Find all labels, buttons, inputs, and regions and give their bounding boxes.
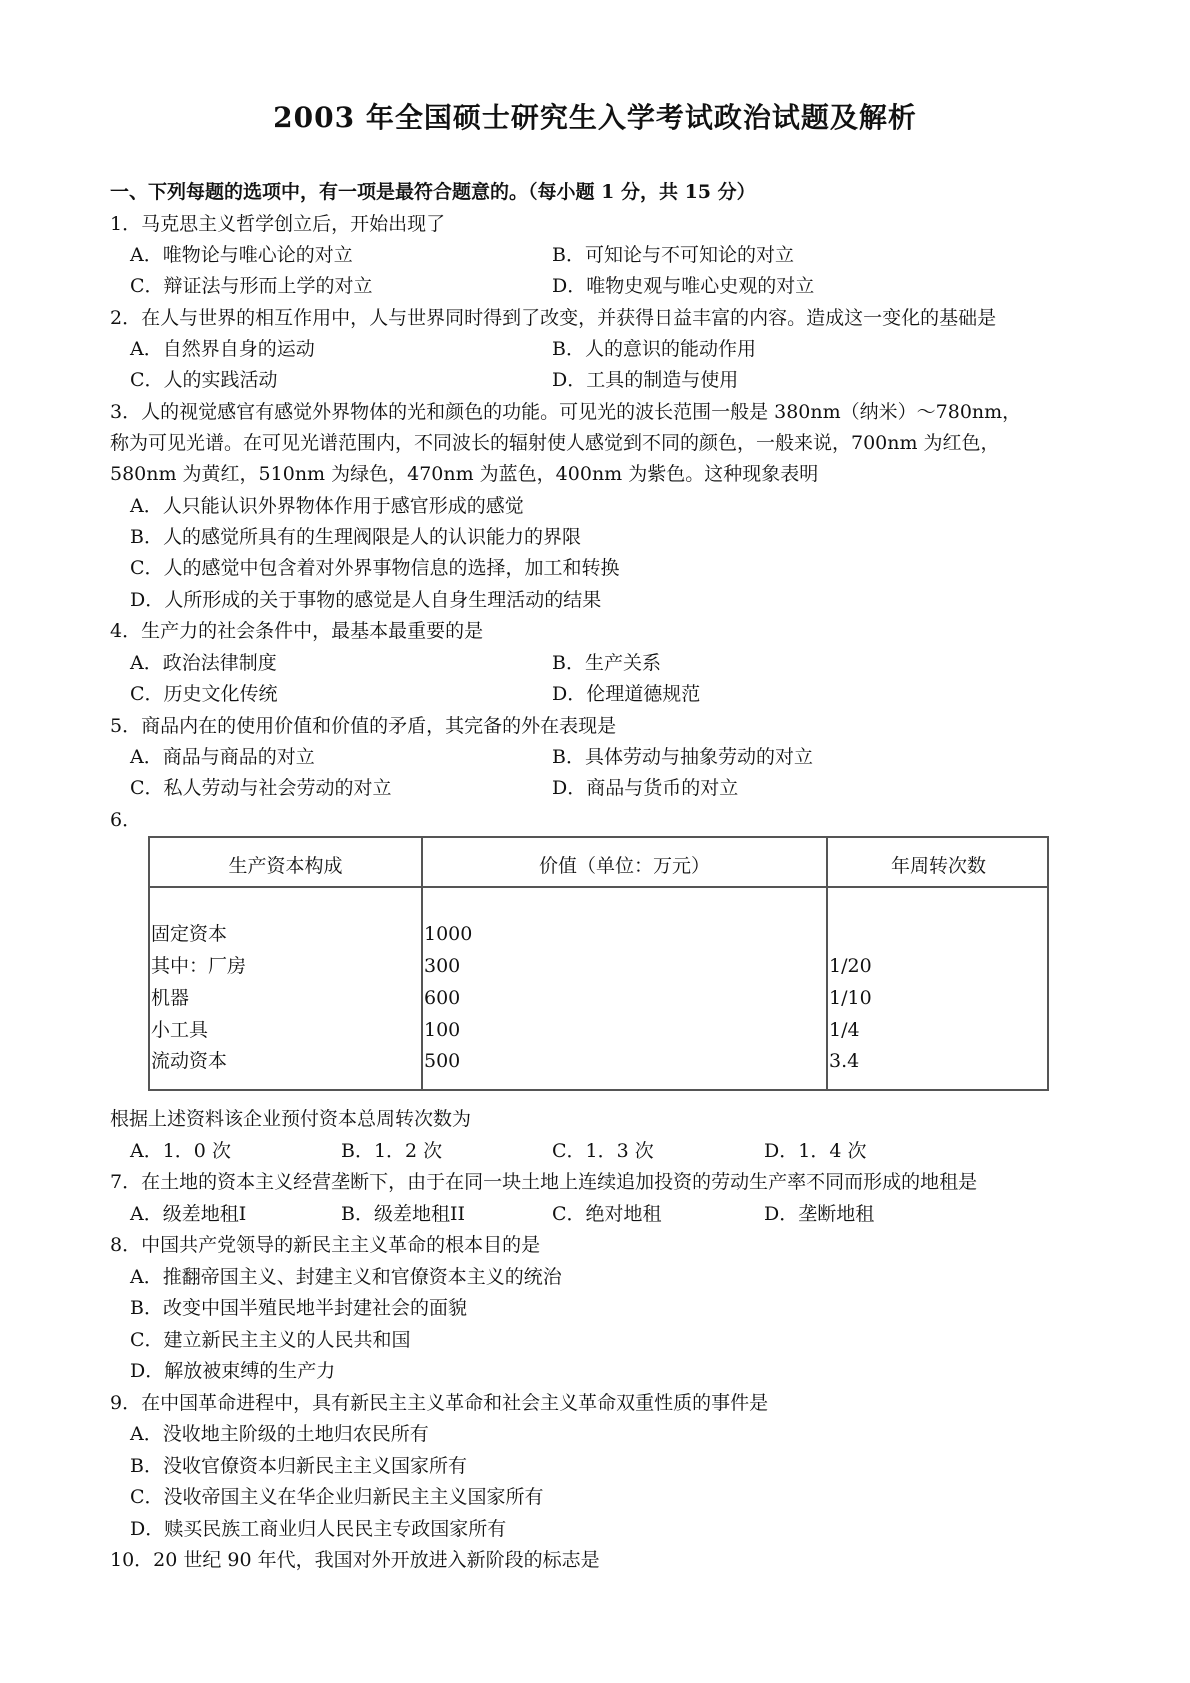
page-title: 2003 年全国硕士研究生入学考试政治试题及解析 [273, 101, 917, 134]
table-cell: 1/4 [829, 1019, 860, 1041]
capital-composition-table [148, 836, 1049, 1091]
question-1-stem: 1．马克思主义哲学创立后，开始出现了 [110, 213, 446, 235]
question-7-option-b: B．级差地租II [341, 1203, 465, 1225]
question-7-option-d: D．垄断地租 [764, 1203, 875, 1225]
table-cell: 固定资本 [151, 923, 228, 945]
question-4-stem: 4．生产力的社会条件中，最基本最重要的是 [110, 620, 484, 642]
question-2-option-b: B．人的意识的能动作用 [552, 338, 756, 360]
question-3-stem-line-1: 3．人的视觉感官有感觉外界物体的光和颜色的功能。可见光的波长范围一般是 380nm（纳米）～780nm， [110, 401, 1022, 423]
question-8-stem: 8．中国共产党领导的新民主主义革命的根本目的是 [110, 1234, 541, 1256]
table-header-composition: 生产资本构成 [228, 855, 343, 877]
table-cell: 流动资本 [151, 1050, 228, 1072]
question-4-option-c: C．历史文化传统 [130, 683, 278, 705]
question-5-option-b: B．具体劳动与抽象劳动的对立 [552, 746, 813, 768]
question-3-option-d: D．人所形成的关于事物的感觉是人自身生理活动的结果 [130, 589, 602, 611]
question-4-option-d: D．伦理道德规范 [552, 683, 701, 705]
question-3-option-b: B．人的感觉所具有的生理阀限是人的认识能力的界限 [130, 526, 581, 548]
question-3-stem-line-2: 称为可见光谱。在可见光谱范围内，不同波长的辐射使人感觉到不同的颜色，一般来说，700nm 为红色， [110, 432, 1000, 454]
question-7-option-c: C．绝对地租 [552, 1203, 662, 1225]
question-6-number: 6． [110, 809, 142, 831]
question-3-stem-line-3: 580nm 为黄红，510nm 为绿色，470nm 为蓝色，400nm 为紫色。这种现象表明 [110, 463, 819, 485]
table-cell: 小工具 [151, 1019, 209, 1041]
question-1-option-c: C．辩证法与形而上学的对立 [130, 275, 373, 297]
question-1-option-b: B．可知论与不可知论的对立 [552, 244, 794, 266]
question-9-option-c: C．没收帝国主义在华企业归新民主主义国家所有 [130, 1486, 544, 1508]
question-6-option-b: B．1．2 次 [341, 1140, 443, 1162]
question-9-stem: 9．在中国革命进程中，具有新民主主义革命和社会主义革命双重性质的事件是 [110, 1392, 769, 1414]
question-6-option-c: C．1．3 次 [552, 1140, 654, 1162]
question-4-option-a: A．政治法律制度 [130, 652, 277, 674]
question-9-option-a: A．没收地主阶级的土地归农民所有 [130, 1423, 429, 1445]
table-cell: 3.4 [829, 1050, 860, 1072]
section-heading: 一、下列每题的选项中，有一项是最符合题意的。（每小题 1 分，共 15 分） [110, 181, 756, 203]
question-7-option-a: A．级差地租I [130, 1203, 247, 1225]
table-cell: 100 [424, 1019, 461, 1041]
question-9-option-d: D．赎买民族工商业归人民民主专政国家所有 [130, 1518, 507, 1540]
table-cell: 1/20 [829, 955, 872, 977]
table-cell: 1000 [424, 923, 473, 945]
question-5-option-d: D．商品与货币的对立 [552, 777, 739, 799]
question-2-option-d: D．工具的制造与使用 [552, 369, 739, 391]
table-cell: 600 [424, 987, 461, 1009]
question-3-option-a: A．人只能认识外界物体作用于感官形成的感觉 [130, 495, 524, 517]
question-6-option-d: D．1．4 次 [764, 1140, 867, 1162]
table-cell: 500 [424, 1050, 461, 1072]
table-header-turnover: 年周转次数 [890, 855, 986, 877]
question-9-option-b: B．没收官僚资本归新民主主义国家所有 [130, 1455, 467, 1477]
table-divider [150, 886, 1047, 888]
question-2-stem: 2．在人与世界的相互作用中，人与世界同时得到了改变，并获得日益丰富的内容。造成这一变化的基础是 [110, 307, 997, 329]
question-8-option-b: B．改变中国半殖民地半封建社会的面貌 [130, 1297, 467, 1319]
question-4-option-b: B．生产关系 [552, 652, 661, 674]
question-5-option-c: C．私人劳动与社会劳动的对立 [130, 777, 392, 799]
question-8-option-d: D．解放被束缚的生产力 [130, 1360, 336, 1382]
table-cell: 其中：厂房 [151, 955, 247, 977]
question-3-option-c: C．人的感觉中包含着对外界事物信息的选择，加工和转换 [130, 557, 620, 579]
question-6-stem: 根据上述资料该企业预付资本总周转次数为 [110, 1108, 472, 1130]
question-1-option-a: A．唯物论与唯心论的对立 [130, 244, 353, 266]
table-cell: 机器 [151, 987, 190, 1009]
question-8-option-a: A．推翻帝国主义、封建主义和官僚资本主义的统治 [130, 1266, 562, 1288]
question-5-option-a: A．商品与商品的对立 [130, 746, 315, 768]
table-header-value: 价值（单位：万元） [538, 855, 710, 877]
question-6-option-a: A．1．0 次 [130, 1140, 231, 1162]
question-2-option-c: C．人的实践活动 [130, 369, 278, 391]
question-7-stem: 7．在土地的资本主义经营垄断下，由于在同一块土地上连续追加投资的劳动生产率不同而形成的地租是 [110, 1171, 978, 1193]
question-10-stem: 10．20 世纪 90 年代，我国对外开放进入新阶段的标志是 [110, 1549, 600, 1571]
question-1-option-d: D．唯物史观与唯心史观的对立 [552, 275, 815, 297]
question-8-option-c: C．建立新民主主义的人民共和国 [130, 1329, 411, 1351]
question-2-option-a: A．自然界自身的运动 [130, 338, 315, 360]
table-cell: 1/10 [829, 987, 872, 1009]
table-cell: 300 [424, 955, 461, 977]
question-5-stem: 5．商品内在的使用价值和价值的矛盾，其完备的外在表现是 [110, 715, 617, 737]
